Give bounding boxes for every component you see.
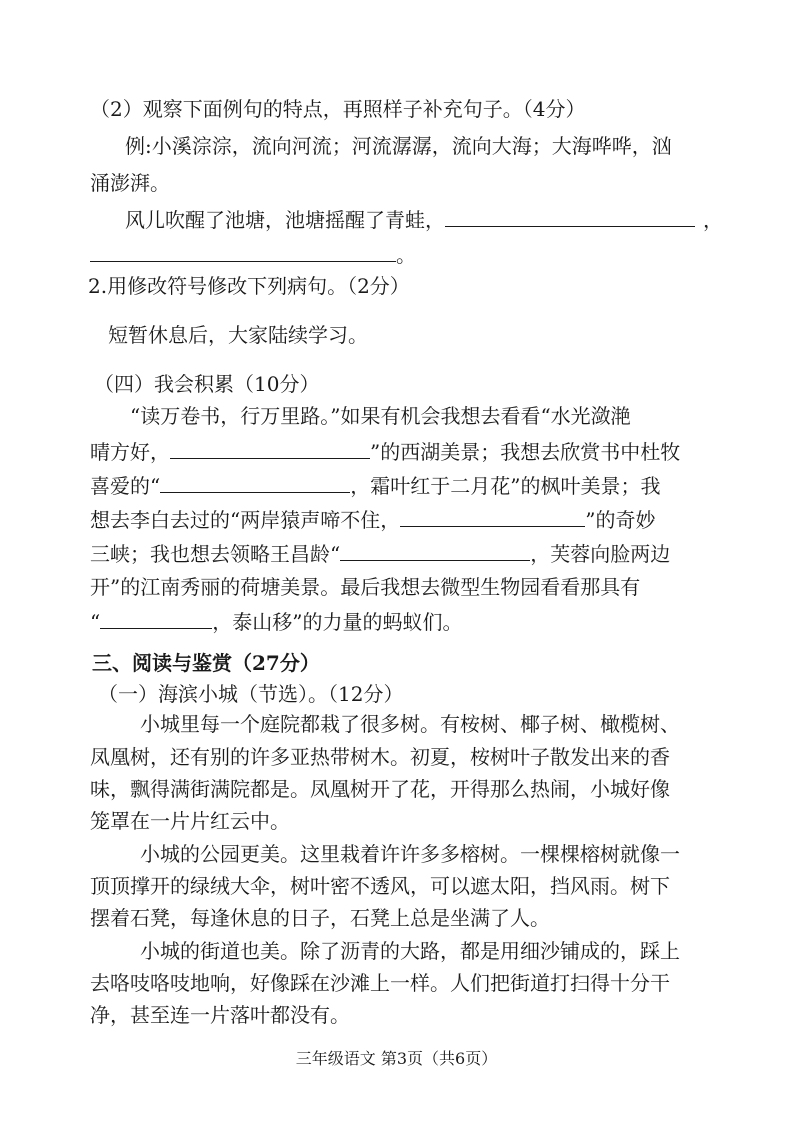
accumulation-text: 喜爱的“ — [90, 474, 161, 498]
answer-blank-5[interactable] — [400, 506, 585, 527]
accumulation-line-5 — [90, 540, 670, 567]
section-3-header: 三、阅读与鉴赏（27分） — [92, 651, 320, 675]
passage-title: （一）海滨小城（节选）。（12分） — [98, 682, 404, 706]
accumulation-text: ”的奇妙 — [585, 508, 656, 532]
section-4-header: （四）我会积累（10分） — [94, 372, 320, 396]
passage-line: 净，甚至连一片落叶都没有。 — [90, 1003, 350, 1027]
passage-line: 小城的街道也美。除了沥青的大路，都是用细沙铺成的，踩上 — [140, 939, 680, 963]
question-2-header: （2）观察下面例句的特点，再照样子补充句子。（4分） — [90, 97, 586, 121]
answer-blank-4[interactable] — [160, 472, 350, 493]
answer-blank-6[interactable] — [340, 540, 530, 561]
accumulation-line-4 — [90, 506, 655, 533]
fill-sentence-text: 风儿吹醒了池塘，池塘摇醒了青蛙， — [125, 208, 445, 232]
accumulation-line-6: 开”的江南秀丽的荷塘美景。最后我想去微型生物园看看那具有 — [90, 575, 641, 599]
accumulation-text: 晴方好， — [90, 440, 170, 464]
accumulation-line-2 — [90, 438, 680, 465]
passage-line: 小城的公园更美。这里栽着许许多多榕树。一棵棵榕树就像一 — [140, 842, 680, 866]
answer-blank-3[interactable] — [170, 438, 370, 459]
page-footer: 三年级语文 第3页（共6页） — [295, 1049, 498, 1068]
fill-sentence-line-1 — [125, 206, 723, 233]
example-sentence-line-1: 例:小溪淙淙，流向河流；河流潺潺，流向大海；大海哗哗，汹 — [125, 134, 672, 158]
accumulation-text: ，泰山移”的力量的蚂蚁们。 — [212, 610, 463, 634]
answer-blank-7[interactable] — [100, 608, 212, 629]
accumulation-line-7 — [90, 608, 462, 635]
example-sentence-line-2: 涌澎湃。 — [90, 171, 170, 195]
accumulation-text: 想去李白去过的“两岸猿声啼不住， — [90, 508, 401, 532]
passage-line: 小城里每一个庭院都栽了很多树。有桉树、椰子树、橄榄树、 — [140, 712, 680, 736]
accumulation-text: ，芙蓉向脸两边 — [530, 542, 671, 566]
accumulation-line-1: “读万卷书，行万里路。”如果有机会我想去看看“水光潋滟 — [130, 404, 631, 428]
accumulation-text: ，霜叶红于二月花”的枫叶美景；我 — [350, 474, 661, 498]
passage-line: 去咯吱咯吱地响，好像踩在沙滩上一样。人们把街道打扫得十分干 — [90, 971, 670, 995]
question-correct-sentence: 2.用修改符号修改下列病句。（2分） — [88, 274, 410, 298]
accumulation-text: 三峡；我也想去领略王昌龄“ — [90, 542, 341, 566]
fill-sentence-line-2 — [90, 241, 416, 268]
passage-line: 顶顶撑开的绿绒大伞，树叶密不透风，可以遮太阳，挡风雨。树下 — [90, 874, 670, 898]
accumulation-text: ”的西湖美景；我想去欣赏书中杜牧 — [370, 440, 681, 464]
answer-blank-1[interactable] — [445, 206, 695, 227]
accumulation-text: “ — [90, 610, 101, 634]
passage-line: 摆着石凳，每逢休息的日子，石凳上总是坐满了人。 — [90, 906, 550, 930]
passage-line: 味，飘得满街满院都是。凤凰树开了花，开得那么热闹，小城好像 — [90, 777, 670, 801]
sick-sentence: 短暂休息后，大家陆续学习。 — [108, 323, 368, 347]
fill-sentence-period: 。 — [396, 243, 416, 267]
accumulation-line-3 — [90, 472, 660, 499]
passage-line: 凤凰树，还有别的许多亚热带树木。初夏，桉树叶子散发出来的香 — [90, 745, 670, 769]
passage-line: 笼罩在一片片红云中。 — [90, 809, 290, 833]
fill-sentence-comma: ， — [703, 208, 723, 232]
answer-blank-2[interactable] — [90, 241, 396, 262]
